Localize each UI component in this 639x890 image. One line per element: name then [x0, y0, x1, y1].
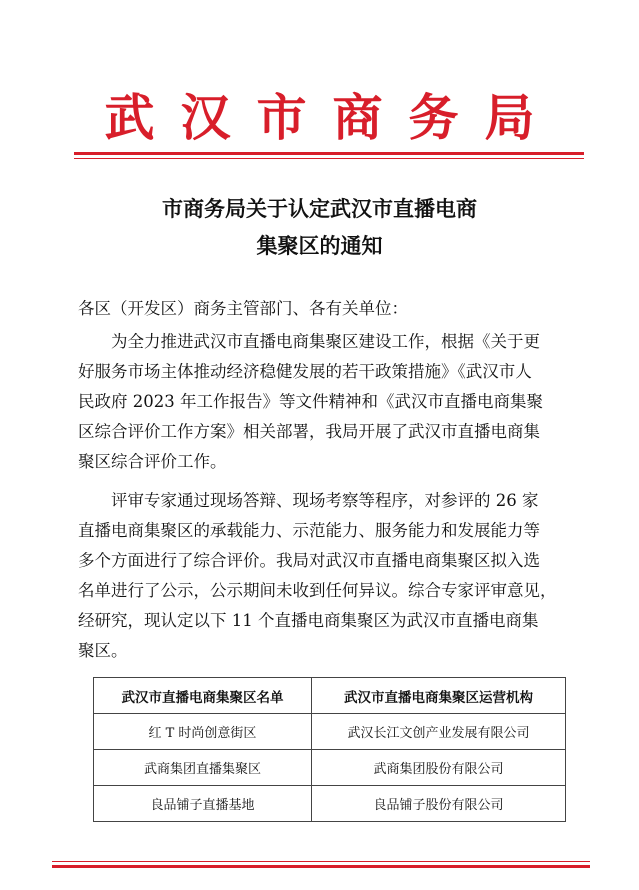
table-header-row — [94, 678, 566, 714]
paragraph-1-line: 聚区综合评价工作。 — [78, 452, 227, 471]
paragraph-2-line: 名单进行了公示，公示期间未收到任何异议。综合专家评审意见， — [78, 581, 557, 600]
letterhead-title: 武汉市商务局 — [104, 88, 561, 147]
table-row — [94, 750, 566, 786]
paragraph-1 — [78, 327, 582, 477]
notice-title-line2: 集聚区的通知 — [256, 233, 383, 258]
paragraph-2-line: 聚区。 — [78, 641, 128, 660]
table-cell: 武汉长江文创产业发展有限公司 — [311, 714, 565, 750]
paragraph-2 — [78, 486, 582, 666]
table-row — [94, 714, 566, 750]
paragraph-2-line: 直播电商集聚区的承载能力、示范能力、服务能力和发展能力等 — [78, 521, 540, 540]
footer-rule-thin — [52, 861, 590, 862]
table-cell: 良品铺子股份有限公司 — [311, 786, 565, 822]
letterhead-rule-thin — [74, 158, 584, 159]
letterhead-rule-thick — [74, 152, 584, 155]
table-header-cell: 武汉市直播电商集聚区名单 — [94, 678, 312, 714]
table-cell: 武商集团股份有限公司 — [311, 750, 565, 786]
table-header-cell: 武汉市直播电商集聚区运营机构 — [311, 678, 565, 714]
paragraph-2-line: 经研究，现认定以下 11 个直播电商集聚区为武汉市直播电商集 — [78, 611, 539, 630]
cluster-table — [93, 677, 566, 822]
paragraph-1-line: 为全力推进武汉市直播电商集聚区建设工作，根据《关于更 — [111, 332, 540, 351]
paragraph-1-line: 好服务市场主体推动经济稳健发展的若干政策措施》《武汉市人 — [78, 362, 532, 381]
paragraph-1-line: 民政府 2023 年工作报告》等文件精神和《武汉市直播电商集聚 — [78, 392, 543, 411]
table-cell: 红 T 时尚创意街区 — [94, 714, 312, 750]
footer-rule-thick — [52, 865, 590, 868]
table-row — [94, 786, 566, 822]
table-cell: 良品铺子直播基地 — [94, 786, 312, 822]
paragraph-1-line: 区综合评价工作方案》相关部署，我局开展了武汉市直播电商集 — [78, 422, 540, 441]
salutation: 各区（开发区）商务主管部门、各有关单位： — [78, 299, 408, 318]
paragraph-2-line: 多个方面进行了综合评价。我局对武汉市直播电商集聚区拟入选 — [78, 551, 540, 570]
paragraph-2-line: 评审专家通过现场答辩、现场考察等程序，对参评的 26 家 — [111, 491, 539, 510]
table-cell: 武商集团直播集聚区 — [94, 750, 312, 786]
notice-title-line1: 市商务局关于认定武汉市直播电商 — [162, 196, 477, 221]
